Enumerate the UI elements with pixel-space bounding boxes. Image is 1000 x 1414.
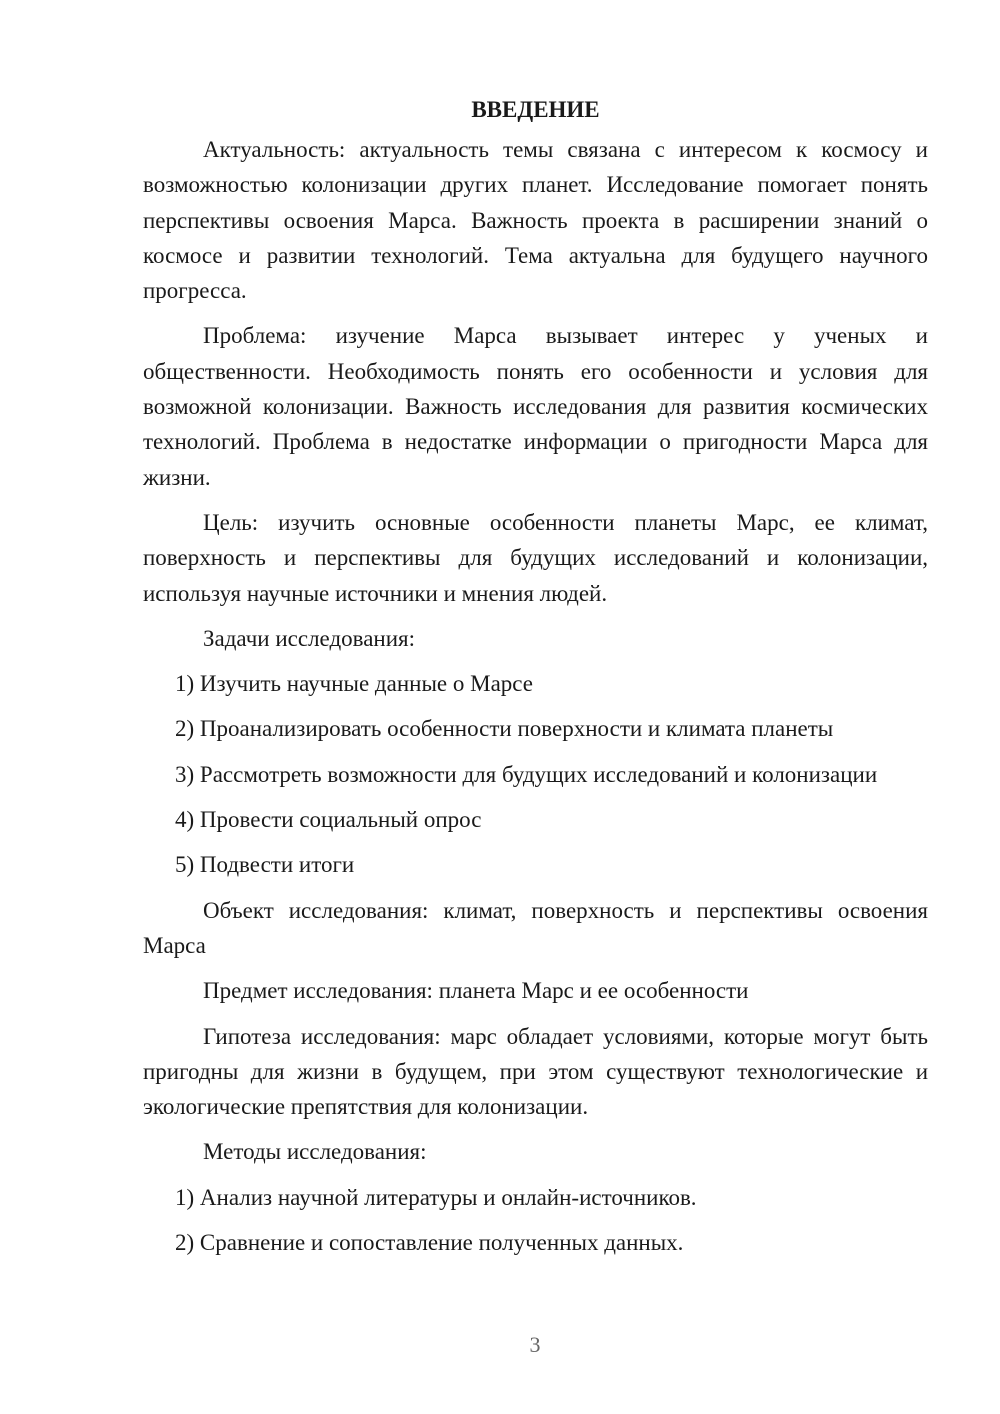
relevance-paragraph: Актуальность: актуальность темы связана с интересом к космосу и возможностью колонизации других планет. Исследование помогает понять перспективы освоения Марса. Важность проекта в расширении знаний о космосе и развитии технологий. Тема актуальна для будущего научного прогресса. bbox=[143, 137, 928, 304]
task-item-3: 3) Рассмотреть возможности для будущих исследований и колонизации bbox=[175, 761, 878, 787]
page-title: ВВЕДЕНИЕ bbox=[471, 97, 600, 122]
goal-paragraph: Цель: изучить основные особенности планеты Марс, ее климат, поверхность и перспективы для будущих исследований и колонизации, используя научные источники и мнения людей. bbox=[143, 509, 928, 606]
task-item-1: 1) Изучить научные данные о Марсе bbox=[175, 671, 533, 697]
hypothesis-paragraph: Гипотеза исследования: марс обладает условиями, которые могут быть пригодны для жизни в будущем, при этом существуют технологические и экологические препятствия для колонизации. bbox=[143, 1023, 928, 1120]
document-page bbox=[143, 92, 928, 1270]
task-item-5: 5) Подвести итоги bbox=[175, 852, 355, 878]
task-item-2: 2) Проанализировать особенности поверхности и климата планеты bbox=[175, 716, 834, 742]
method-item-2: 2) Сравнение и сопоставление полученных данных. bbox=[175, 1230, 684, 1256]
tasks-heading: Задачи исследования: bbox=[203, 625, 416, 651]
method-item-1: 1) Анализ научной литературы и онлайн-источников. bbox=[175, 1184, 697, 1210]
subject-paragraph: Предмет исследования: планета Марс и ее особенности bbox=[203, 978, 749, 1004]
problem-paragraph: Проблема: изучение Марса вызывает интерес у ученых и общественности. Необходимость понять его особенности и условия для возможной колонизации. Важность исследования для развития космических технологий. Проблема в недостатке информации о пригодности Марса для жизни. bbox=[143, 323, 928, 490]
methods-heading: Методы исследования: bbox=[203, 1139, 427, 1165]
page-number: 3 bbox=[529, 1332, 541, 1357]
task-item-4: 4) Провести социальный опрос bbox=[175, 807, 482, 833]
object-paragraph: Объект исследования: климат, поверхность и перспективы освоения Марса bbox=[143, 897, 928, 958]
